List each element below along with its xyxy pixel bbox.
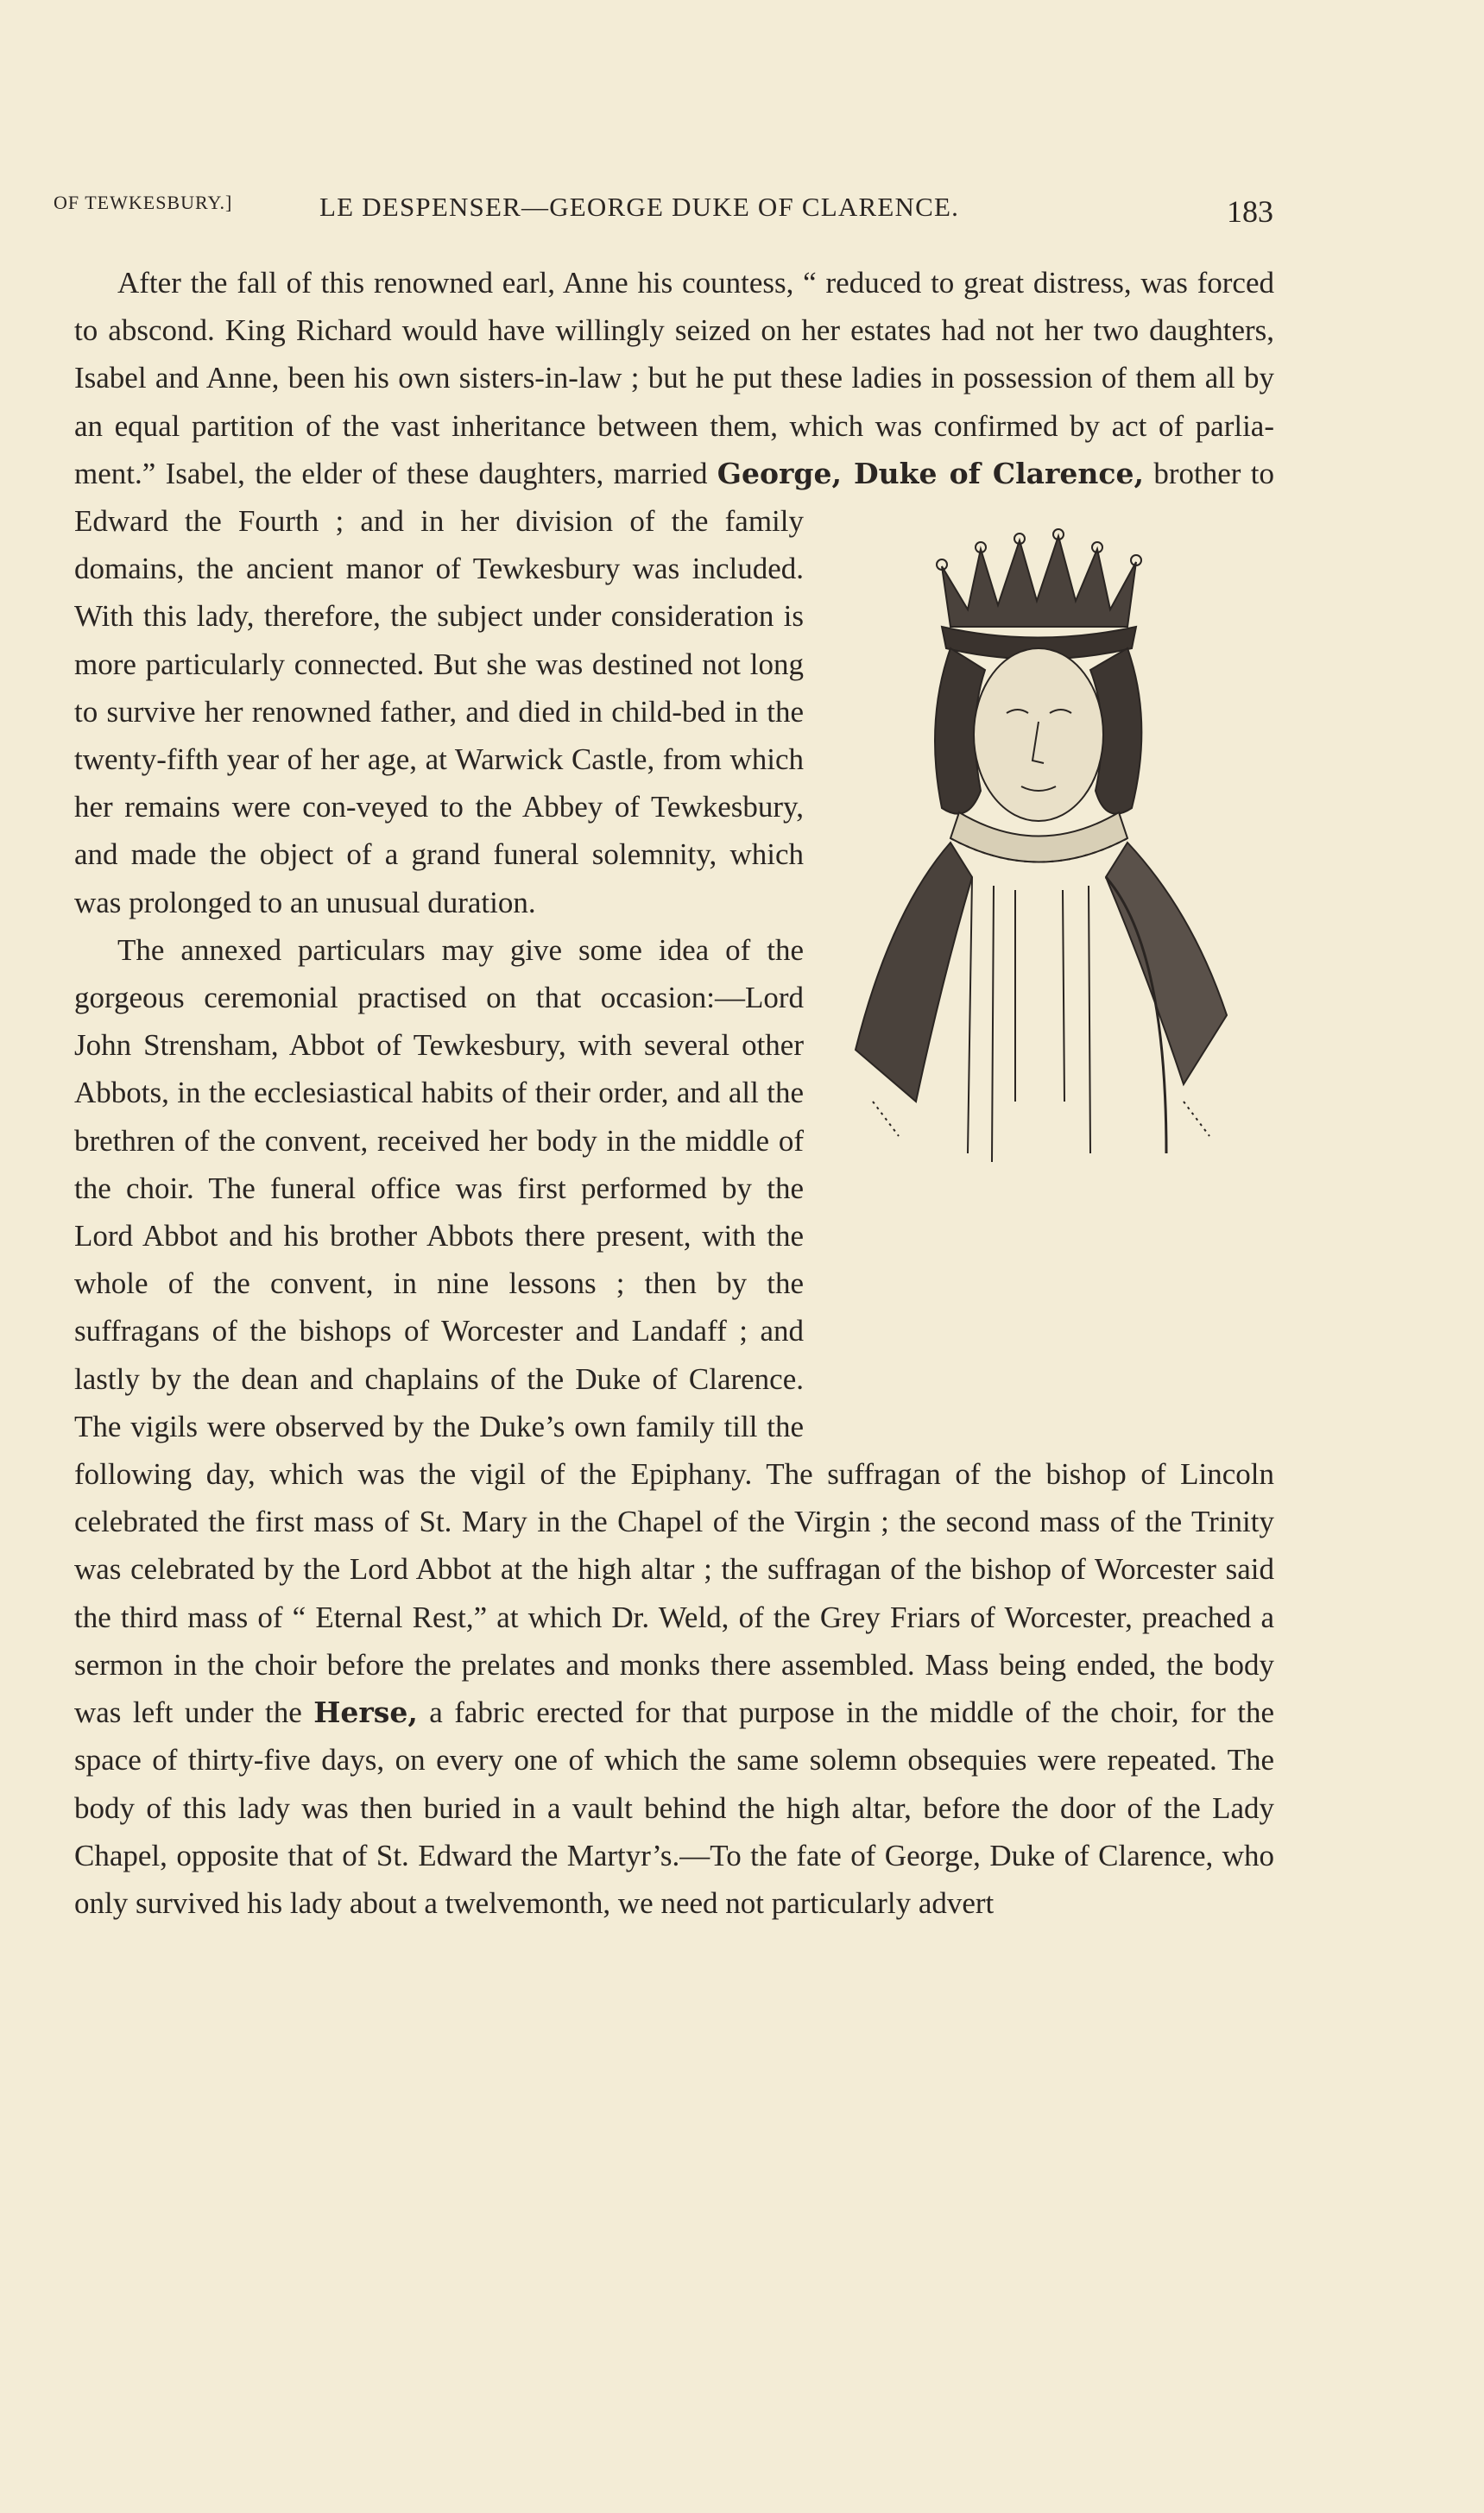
paragraph-2-part-1: The annexed particulars may give some idea of the gorgeous ceremonial practised on that occasion:—Lord John Strensham, Abbot of Tewkesbury, with several other Abbots, in the ecclesiastical habits of their order, and all the brethren of the convent, received her body in the middle of the choir. The funeral office was first performed by the Lord Abbot and his brother Abbots there present, with the whole of the convent, in nine lessons ; then by the suffragans of the bishops of Worcester and Landaff ; and lastly by the dean and chaplains of the Duke of Clarence. The vigils were observed by the Duke’s own family till the following day, which was the vigil of the Epiphany. The suffragan of the bishop of Lincoln celebrated the first mass of St. Mary in the Chapel of the Virgin ; the second mass of the Trinity was celebrated by the Lord Abbot at the high altar ; the suffragan of the bishop of Worcester said the third mass of “ Eternal Rest,” at which Dr. Weld, of the Grey Friars of Worcester, preached a sermon in the choir before the prelates and monks there assembled. Mass being ended, the body was left under the bbox=[74, 932, 1274, 1730]
crowned-portrait-engraving-icon bbox=[821, 497, 1296, 1188]
running-head bbox=[54, 192, 1273, 235]
running-head-left: OF TEWKESBURY.] bbox=[54, 192, 233, 213]
running-head-title: LE DESPENSER—GEORGE DUKE OF CLARENCE. bbox=[319, 192, 960, 222]
body-text bbox=[74, 259, 1274, 1927]
blackletter-name: George, Duke of Clarence, bbox=[717, 456, 1145, 490]
paragraph-1-part-1: After the fall of this renowned earl, Anne his countess, “ reduced to great distress, was forced to abscond. King Richard would have willingly seized on her estates had not her two daughters, Isabel and Anne, been his own sisters-in-law ; but he put these ladies in possession of them all by an equal partition of the vast inheritance between them, which was confirmed by act of parlia-ment.” Isabel, the elder of these daughters, married bbox=[74, 266, 1274, 490]
paragraph-1-part-2: brother to Edward the Fourth ; and in her division of the family domains, the ancient manor of Tewkesbury was included. With this lady, therefore, the subject under consideration is more particularly connected. But she was destined not long to survive her renowned father, and died in child-bed in the twenty-fifth year of her age, at Warwick Castle, from which her remains were con-veyed to the Abbey of Tewkesbury, and made the object of a grand funeral solemnity, which was prolonged to an unusual duration. bbox=[74, 456, 1275, 919]
blackletter-word: Herse, bbox=[313, 1695, 418, 1730]
portrait-figure bbox=[821, 497, 1296, 1430]
paragraph-1 bbox=[74, 259, 1274, 926]
page-number: 183 bbox=[1227, 194, 1273, 229]
paragraph-2-part-2: a fabric erected for that purpose in the middle of the choir, for the space of thirty-five days, on every one of which the same solemn obsequies were repeated. The body of this lady was then buried in a vault behind the high altar, before the door of the Lady Chapel, opposite that of St. Edward the Martyr’s.—To the fate of George, Duke of Clarence, who only survived his lady about a twelvemonth, we need not particularly advert bbox=[74, 1695, 1274, 1920]
